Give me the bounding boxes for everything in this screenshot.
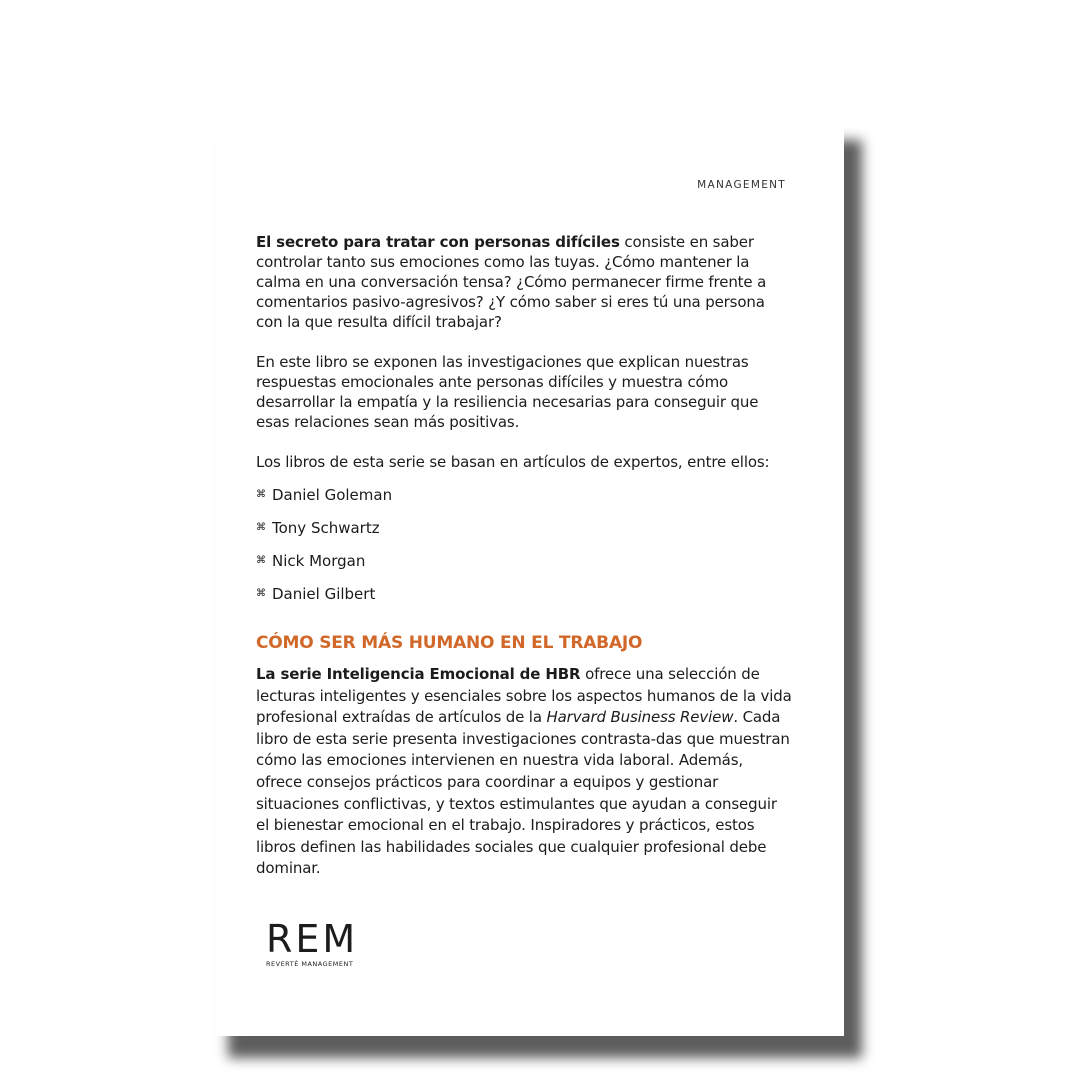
expert-name: Daniel Goleman: [272, 486, 393, 504]
bullet-icon: ⌘: [256, 588, 266, 599]
intro-rest: consiste en saber controlar tanto sus emociones como las tuyas. ¿Cómo mantener la calma en una conversación tensa? ¿Cómo permanecer firme frente a comentarios pasivo-agresivos? ¿Y cómo saber si eres tú una persona con la que resulta difícil trabajar?: [256, 233, 767, 331]
list-item: [256, 518, 792, 538]
section-text-b: . Cada libro de esta serie presenta investigaciones contrasta-das que muestran cómo las emociones intervienen en nuestra vida laboral. Además, ofrece consejos prácticos para coordinar a equipos y gestionar situaciones conflictivas, y textos estimulantes que ayudan a conseguir el bienestar emocional en el trabajo. Inspiradores y prácticos, estos libros definen las habilidades sociales que cualquier profesional debe dominar.: [256, 708, 790, 878]
cover-text: [256, 232, 792, 880]
bullet-icon: ⌘: [256, 489, 266, 500]
section-bold-lead: La serie Inteligencia Emocional de HBR: [256, 665, 581, 683]
list-item: [256, 551, 792, 571]
expert-name: Nick Morgan: [272, 552, 366, 570]
bullet-icon: ⌘: [256, 555, 266, 566]
logo-subtitle: REVERTÉ MANAGEMENT: [266, 960, 354, 968]
intro-paragraph: [256, 232, 792, 332]
book-back-cover: [216, 124, 844, 1036]
category-label: MANAGEMENT: [697, 179, 786, 191]
section-title: CÓMO SER MÁS HUMANO EN EL TRABAJO: [256, 633, 643, 653]
section-italic-title: Harvard Business Review: [546, 708, 734, 727]
research-paragraph: En este libro se exponen las investigaciones que explican nuestras respuestas emocionales ante personas difíciles y muestra cómo desarrollar la empatía y la resiliencia necesarias para conseguir que esas relaciones sean más positivas.: [256, 353, 759, 431]
logo-wordmark: REM: [266, 917, 359, 961]
section-paragraph: [256, 664, 792, 880]
section-text-a: ofrece una selección de lecturas inteligentes y esenciales sobre los aspectos humanos de la vida profesional extraídas de artículos de la: [256, 665, 792, 727]
expert-name: Tony Schwartz: [272, 519, 380, 537]
publisher-logo: [266, 919, 358, 969]
list-item: [256, 584, 792, 604]
expert-name: Daniel Gilbert: [272, 585, 376, 603]
list-item: [256, 485, 792, 505]
bullet-icon: ⌘: [256, 522, 266, 533]
intro-bold-lead: El secreto para tratar con personas difíciles: [256, 233, 620, 251]
series-paragraph: Los libros de esta serie se basan en artículos de expertos, entre ellos:: [256, 453, 770, 471]
experts-list: [256, 485, 792, 604]
